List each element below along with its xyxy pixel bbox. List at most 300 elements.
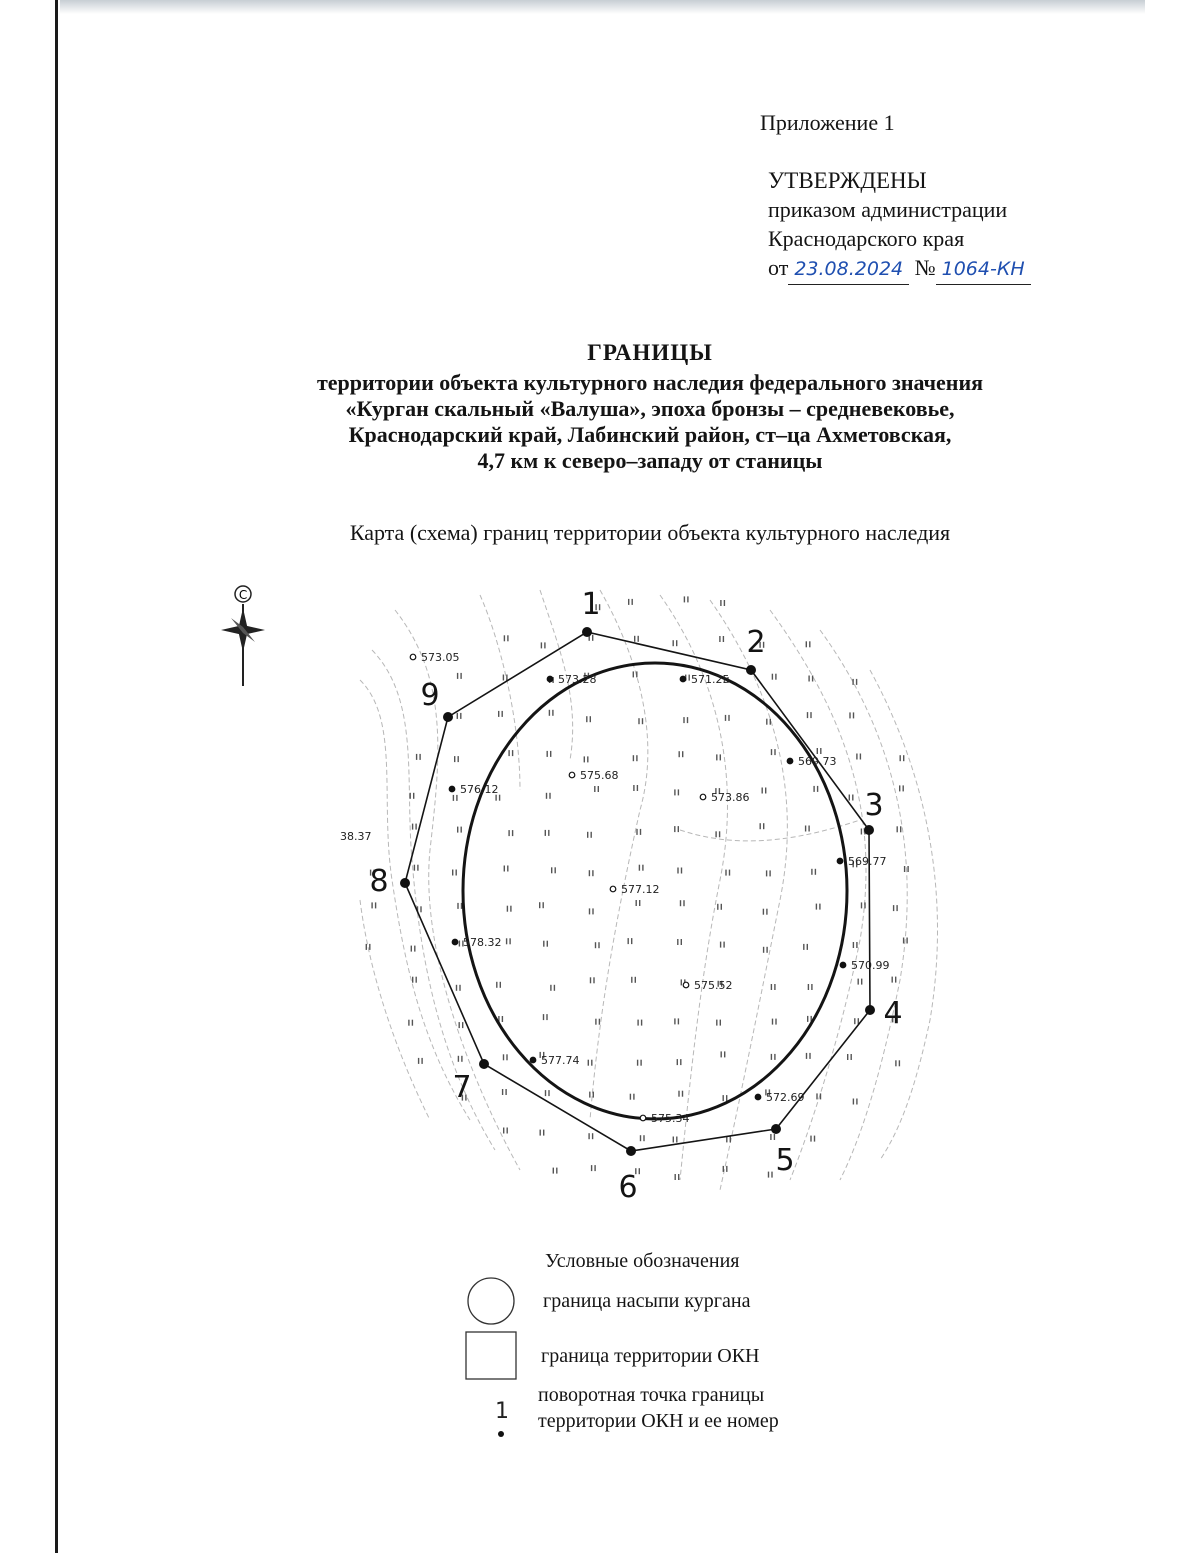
terrain-tick [774, 1134, 775, 1140]
terrain-tick [633, 1094, 634, 1100]
legend-title: Условные обозначения [545, 1250, 740, 1272]
terrain-tick [635, 977, 636, 983]
terrain-tick [820, 748, 821, 754]
terrain-tick [418, 1058, 419, 1064]
terrain-tick [676, 640, 677, 646]
terrain-tick [810, 712, 811, 718]
terrain-tick [775, 1019, 776, 1025]
elevation-value: 575.68 [580, 769, 619, 782]
terrain-tick [899, 785, 900, 791]
terrain-tick [504, 635, 505, 641]
terrain-tick [809, 641, 810, 647]
terrain-tick [369, 944, 370, 950]
terrain-tick [588, 1133, 589, 1139]
terrain-tick [638, 636, 639, 642]
terrain-tick [506, 1054, 507, 1060]
terrain-tick [723, 636, 724, 642]
turning-point-dot [626, 1146, 636, 1156]
terrain-tick [414, 946, 415, 952]
terrain-tick [904, 866, 905, 872]
terrain-tick [503, 675, 504, 681]
terrain-tick [454, 756, 455, 762]
terrain-tick [549, 793, 550, 799]
terrain-tick [853, 942, 854, 948]
terrain-tick [457, 903, 458, 909]
contour-line [480, 595, 520, 790]
terrain-tick [893, 905, 894, 911]
terrain-tick [681, 979, 682, 985]
terrain-tick [502, 1089, 503, 1095]
terrain-tick [851, 1054, 852, 1060]
terrain-tick [774, 749, 775, 755]
elevation-point [755, 1094, 761, 1100]
terrain-tick [414, 865, 415, 871]
title-line-4: 4,7 км к северо–западу от станицы [477, 448, 823, 473]
legend-mound-boundary: граница насыпи кургана [543, 1290, 751, 1312]
elevation-value: 577.74 [541, 1054, 580, 1067]
terrain-tick [687, 596, 688, 602]
terrain-tick [813, 786, 814, 792]
terrain-tick [539, 902, 540, 908]
terrain-tick [689, 675, 690, 681]
terrain-tick [598, 942, 599, 948]
elevation-value: 575.34 [651, 1112, 690, 1125]
terrain-tick [858, 979, 859, 985]
terrain-tick [716, 1020, 717, 1026]
terrain-tick [721, 1051, 722, 1057]
terrain-tick [595, 942, 596, 948]
terrain-tick [640, 829, 641, 835]
turning-point-label: 1 [581, 587, 601, 622]
terrain-tick [725, 715, 726, 721]
number-prefix: № [914, 255, 936, 280]
terrain-tick [512, 750, 513, 756]
approval-line-2: Краснодарского края [768, 226, 965, 251]
terrain-tick [900, 826, 901, 832]
terrain-tick [819, 904, 820, 910]
contour-line [590, 590, 648, 1120]
terrain-tick [723, 1095, 724, 1101]
terrain-tick [639, 1168, 640, 1174]
terrain-tick [808, 984, 809, 990]
elevation-point [449, 786, 455, 792]
terrain-tick [457, 713, 458, 719]
terrain-tick [592, 1133, 593, 1139]
terrain-tick [715, 831, 716, 837]
terrain-tick [683, 900, 684, 906]
legend-point-dot [498, 1431, 504, 1437]
terrain-tick [547, 751, 548, 757]
elevation-value: 569.77 [848, 855, 887, 868]
terrain-tick [510, 906, 511, 912]
terrain-tick [461, 1056, 462, 1062]
terrain-tick [457, 827, 458, 833]
terrain-tick [805, 826, 806, 832]
terrain-tick [673, 640, 674, 646]
terrain-tick [639, 865, 640, 871]
terrain-tick [678, 789, 679, 795]
terrain-tick [643, 1135, 644, 1141]
terrain-tick [897, 826, 898, 832]
terrain-tick [674, 789, 675, 795]
terrain-tick [729, 870, 730, 876]
terrain-tick [815, 869, 816, 875]
terrain-tick [544, 642, 545, 648]
terrain-tick [552, 710, 553, 716]
terrain-tick [589, 1092, 590, 1098]
terrain-tick [760, 823, 761, 829]
terrain-tick [503, 1054, 504, 1060]
elevation-point [787, 758, 793, 764]
terrain-tick [854, 1018, 855, 1024]
terrain-tick [410, 793, 411, 799]
terrain-tick [803, 944, 804, 950]
terrain-tick [589, 908, 590, 914]
terrain-tick [771, 749, 772, 755]
terrain-tick [599, 1019, 600, 1025]
terrain-tick [413, 793, 414, 799]
elevation-value: 572.69 [766, 1091, 805, 1104]
terrain-tick [553, 1168, 554, 1174]
terrain-tick [717, 904, 718, 910]
terrain-tick [412, 977, 413, 983]
north-letter: С [238, 588, 248, 602]
terrain-tick [853, 712, 854, 718]
terrain-tick [496, 982, 497, 988]
terrain-tick [765, 788, 766, 794]
terrain-tick [591, 832, 592, 838]
terrain-tick [461, 827, 462, 833]
title-line-2: «Курган скальный «Валуша», эпоха бронзы – средневековье, [345, 396, 955, 421]
map-caption: Карта (схема) границ территории объекта культурного наследия [349, 520, 951, 545]
terrain-tick [814, 1136, 815, 1142]
title-main: ГРАНИЦЫ [587, 340, 713, 365]
terrain-tick [808, 676, 809, 682]
approval-line-1: приказом администрации [768, 197, 1008, 222]
terrain-tick [546, 793, 547, 799]
terrain-tick [453, 795, 454, 801]
elevation-point [410, 654, 416, 660]
terrain-tick [766, 870, 767, 876]
terrain-tick [502, 1016, 503, 1022]
terrain-tick [681, 868, 682, 874]
terrain-tick [456, 795, 457, 801]
terrain-tick [723, 1166, 724, 1172]
contour-line [680, 820, 860, 841]
terrain-tick [721, 904, 722, 910]
terrain-tick [719, 831, 720, 837]
terrain-tick [847, 1054, 848, 1060]
legend-turning-point [538, 1382, 779, 1434]
terrain-tick [853, 1099, 854, 1105]
terrain-tick [594, 1165, 595, 1171]
terrain-tick [677, 868, 678, 874]
legend-turning-point-line-2: территории ОКН и ее номер [538, 1410, 779, 1432]
terrain-tick [810, 1136, 811, 1142]
terrain-tick [720, 600, 721, 606]
terrain-tick [419, 754, 420, 760]
terrain-tick [587, 756, 588, 762]
terrain-tick [762, 788, 763, 794]
terrain-tick [591, 1060, 592, 1066]
elevation-value: 38.37 [340, 830, 372, 843]
elevation-value: 573.05 [421, 651, 460, 664]
elevation-value: 569.73 [798, 755, 837, 768]
terrain-tick [812, 676, 813, 682]
terrain-tick [766, 909, 767, 915]
turning-point-label: 4 [883, 996, 903, 1031]
terrain-tick [540, 1130, 541, 1136]
terrain-tick [856, 754, 857, 760]
terrain-tick [592, 908, 593, 914]
terrain-tick [726, 1095, 727, 1101]
terrain-tick [411, 946, 412, 952]
terrain-tick [811, 984, 812, 990]
terrain-tick [774, 984, 775, 990]
terrain-tick [638, 718, 639, 724]
terrain-tick [861, 829, 862, 835]
terrain-tick [806, 1053, 807, 1059]
terrain-tick [408, 1020, 409, 1026]
terrain-tick [459, 1022, 460, 1028]
terrain-tick [674, 1018, 675, 1024]
terrain-tick [641, 1020, 642, 1026]
terrain-tick [820, 1093, 821, 1099]
terrain-tick [678, 1174, 679, 1180]
terrain-tick [772, 1019, 773, 1025]
terrain-tick [509, 938, 510, 944]
terrain-tick [849, 712, 850, 718]
terrain-tick [591, 1165, 592, 1171]
turning-point-dot [479, 1059, 489, 1069]
terrain-tick [680, 900, 681, 906]
terrain-tick [817, 748, 818, 754]
handwritten-number: 1064-КН [936, 255, 1031, 285]
elevation-point [547, 676, 553, 682]
contour-line [870, 670, 938, 1160]
terrain-tick [770, 1134, 771, 1140]
turning-point-label: 6 [618, 1170, 638, 1205]
terrain-tick [371, 902, 372, 908]
terrain-tick [676, 1137, 677, 1143]
turning-point-dot [771, 1124, 781, 1134]
terrain-tick [594, 786, 595, 792]
contour-line [372, 650, 495, 1150]
legend-square-symbol [466, 1332, 516, 1379]
terrain-tick [375, 902, 376, 908]
legend-circle-symbol [468, 1278, 514, 1324]
terrain-tick [412, 824, 413, 830]
terrain-tick [806, 641, 807, 647]
terrain-tick [640, 1135, 641, 1141]
turning-point-label: 9 [420, 678, 440, 713]
terrain-tick [546, 1014, 547, 1020]
terrain-tick [417, 865, 418, 871]
elevation-value: 570.99 [851, 959, 890, 972]
terrain-tick [543, 941, 544, 947]
elevation-point [840, 962, 846, 968]
terrain-tick [816, 1093, 817, 1099]
terrain-tick [628, 599, 629, 605]
terrain-tick [637, 1020, 638, 1026]
turning-point-label: 2 [746, 625, 766, 660]
terrain-tick [416, 754, 417, 760]
terrain-tick [720, 754, 721, 760]
terrain-tick [892, 977, 893, 983]
terrain-tick [636, 671, 637, 677]
terrain-tick [543, 1130, 544, 1136]
handwritten-date: 23.08.2024 [788, 255, 909, 285]
elevation-point [700, 794, 706, 800]
terrain-tick [555, 867, 556, 873]
approved-heading: УТВЕРЖДЕНЫ [768, 168, 927, 193]
terrain-tick [456, 870, 457, 876]
terrain-tick [420, 906, 421, 912]
elevation-point [610, 886, 616, 892]
terrain-tick [556, 1168, 557, 1174]
terrain-tick [861, 902, 862, 908]
elevation-point [569, 772, 575, 778]
terrain-tick [545, 830, 546, 836]
terrain-tick [421, 1058, 422, 1064]
terrain-tick [541, 642, 542, 648]
terrain-tick [508, 830, 509, 836]
terrain-tick [512, 830, 513, 836]
terrain-tick [679, 751, 680, 757]
terrain-tick [817, 786, 818, 792]
terrain-tick [633, 671, 634, 677]
terrain-tick [459, 985, 460, 991]
terrain-tick [637, 1060, 638, 1066]
north-arrow [221, 586, 265, 686]
terrain-tick [809, 1053, 810, 1059]
terrain-tick [864, 902, 865, 908]
terrain-tick [507, 635, 508, 641]
turning-point-label: 8 [369, 864, 389, 899]
terrain-tick [633, 785, 634, 791]
terrain-tick [716, 754, 717, 760]
terrain-tick [907, 866, 908, 872]
terrain-tick [903, 785, 904, 791]
elevation-point [640, 1115, 646, 1121]
terrain-tick [628, 938, 629, 944]
terrain-tick [763, 947, 764, 953]
terrain-tick [769, 870, 770, 876]
terrain-tick [462, 1022, 463, 1028]
terrain-tick [852, 679, 853, 685]
terrain-tick [550, 751, 551, 757]
terrain-tick [634, 636, 635, 642]
terrain-tick [503, 1128, 504, 1134]
terrain-tick [498, 711, 499, 717]
terrain-tick [506, 938, 507, 944]
terrain-tick [724, 600, 725, 606]
terrain-tick [456, 985, 457, 991]
terrain-tick [674, 826, 675, 832]
terrain-tick [766, 719, 767, 725]
terrain-tick [632, 599, 633, 605]
terrain-tick [584, 756, 585, 762]
terrain-tick [772, 674, 773, 680]
terrain-tick [636, 755, 637, 761]
terrain-tick [590, 977, 591, 983]
terrain-tick [763, 823, 764, 829]
terrain-tick [720, 942, 721, 948]
terrain-tick [807, 944, 808, 950]
terrain-tick [683, 717, 684, 723]
elevation-value: 575.52 [694, 979, 733, 992]
terrain-tick [726, 1166, 727, 1172]
terrain-tick [903, 938, 904, 944]
terrain-tick [720, 1020, 721, 1026]
terrain-tick [586, 716, 587, 722]
appendix-label: Приложение 1 [760, 110, 895, 135]
terrain-tick [630, 1094, 631, 1100]
elevation-point [530, 1057, 536, 1063]
terrain-tick [458, 756, 459, 762]
terrain-tick [730, 1136, 731, 1142]
terrain-tick [639, 900, 640, 906]
contour-line [360, 680, 470, 1120]
terrain-tick [682, 751, 683, 757]
terrain-tick [550, 985, 551, 991]
terrain-tick [678, 826, 679, 832]
terrain-tick [681, 939, 682, 945]
terrain-tick [677, 1059, 678, 1065]
terrain-tick [771, 1172, 772, 1178]
terrain-tick [900, 755, 901, 761]
terrain-tick [680, 1059, 681, 1065]
terrain-tick [899, 1060, 900, 1066]
terrain-tick [416, 977, 417, 983]
terrain-tick [507, 906, 508, 912]
terrain-tick [508, 750, 509, 756]
terrain-tick [636, 900, 637, 906]
terrain-tick [856, 1099, 857, 1105]
terrain-tick [763, 909, 764, 915]
terrain-tick [677, 939, 678, 945]
terrain-tick [592, 635, 593, 641]
terrain-tick [631, 977, 632, 983]
turning-point-dot [746, 665, 756, 675]
terrain-tick [774, 1054, 775, 1060]
terrain-tick [459, 941, 460, 947]
terrain-tick [633, 755, 634, 761]
terrain-tick [771, 1054, 772, 1060]
terrain-tick [684, 596, 685, 602]
turning-point-dot [400, 878, 410, 888]
terrain-tick [807, 1016, 808, 1022]
elevation-value: 573.86 [711, 791, 750, 804]
elevation-point [683, 982, 689, 988]
terrain-tick [415, 824, 416, 830]
terrain-tick [554, 985, 555, 991]
legend-turning-point-line-1: поворотная точка границы [538, 1384, 765, 1406]
turning-point-label: 5 [775, 1143, 795, 1178]
elevation-value: 571.25 [691, 673, 730, 686]
terrain-tick [457, 673, 458, 679]
elevation-value: 577.12 [621, 883, 660, 896]
terrain-tick [502, 711, 503, 717]
elevation-value: 573.28 [558, 673, 597, 686]
terrain-tick [860, 754, 861, 760]
terrain-tick [593, 977, 594, 983]
terrain-tick [895, 977, 896, 983]
turning-point-dot [582, 627, 592, 637]
terrain-tick [687, 717, 688, 723]
elevation-point [837, 858, 843, 864]
terrain-tick [808, 826, 809, 832]
